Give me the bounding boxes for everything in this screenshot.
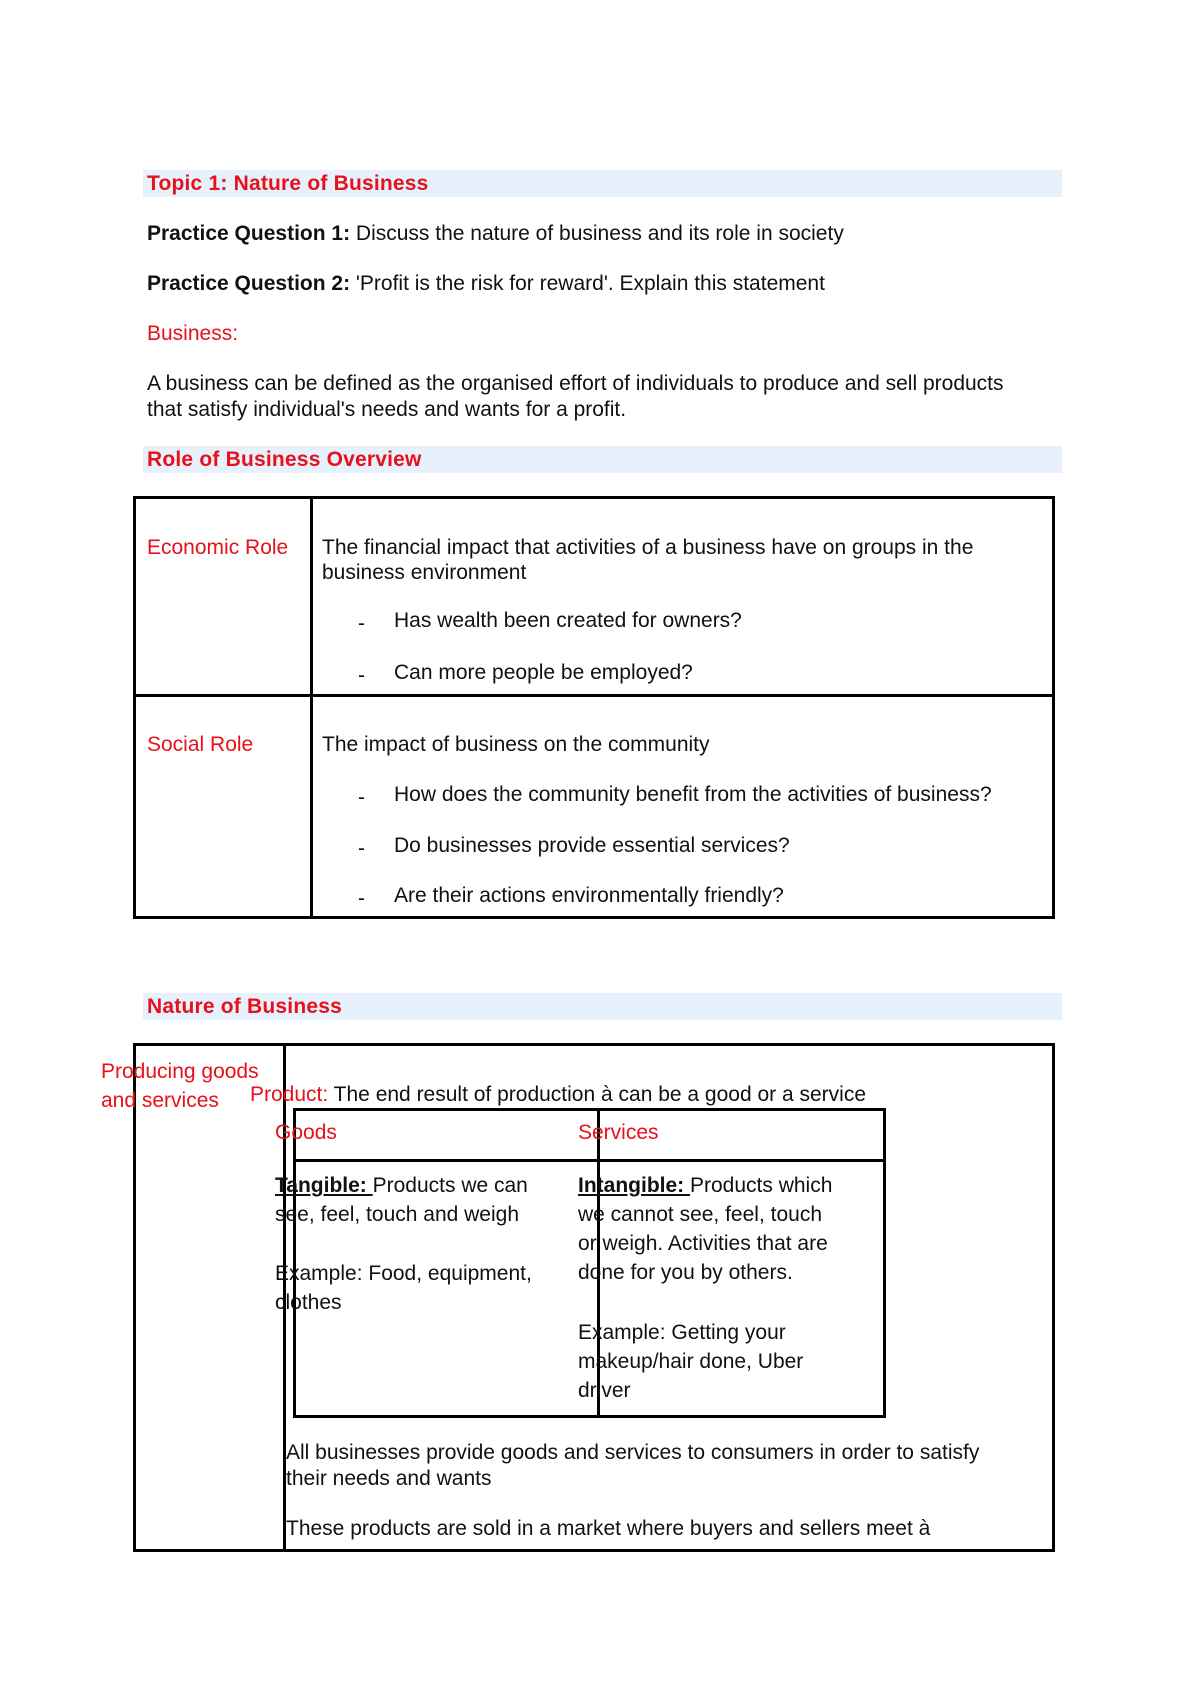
role-table-column-divider (310, 496, 313, 919)
services-line-1 (578, 1173, 832, 1199)
business-label: Business: (147, 322, 239, 345)
economic-role-desc-2: business environment (322, 561, 527, 584)
social-role-desc-1: The impact of business on the community (322, 733, 710, 756)
all-businesses-line-2: their needs and wants (286, 1467, 492, 1490)
social-role-label: Social Role (147, 733, 254, 756)
social-bullet-1: How does the community benefit from the activities of business? (394, 783, 992, 806)
topic-heading: Topic 1: Nature of Business (147, 172, 429, 195)
social-bullet-3: Are their actions environmentally friendly? (394, 884, 784, 907)
bullet-dash: - (358, 837, 365, 860)
goods-line-5: clothes (275, 1291, 342, 1314)
goods-services-header-divider (293, 1159, 886, 1162)
economic-role-label: Economic Role (147, 536, 289, 559)
economic-role-desc-1: The financial impact that activities of a business have on groups in the (322, 536, 974, 559)
producing-label-line-1: Producing goods (101, 1060, 259, 1083)
services-line-7: makeup/hair done, Uber (578, 1350, 804, 1373)
pq1-label: Practice Question 1: (147, 222, 351, 245)
economic-bullet-2: Can more people be employed? (394, 661, 693, 684)
services-term: Intangible: (578, 1174, 690, 1197)
product-line (250, 1082, 866, 1108)
producing-label-line-2: and services (101, 1089, 219, 1112)
social-bullet-2: Do businesses provide essential services? (394, 834, 790, 857)
goods-term: Tangible: (275, 1174, 373, 1197)
goods-line-1 (275, 1173, 528, 1199)
pq2-text: 'Profit is the risk for reward'. Explain this statement (350, 272, 825, 295)
practice-question-2 (147, 271, 825, 297)
goods-text-1: Products we can (372, 1174, 528, 1197)
role-heading: Role of Business Overview (147, 448, 422, 471)
role-table-row-divider (133, 694, 1055, 697)
pq2-label: Practice Question 2: (147, 272, 351, 295)
bullet-dash: - (358, 612, 365, 635)
services-header: Services (578, 1121, 659, 1144)
bullet-dash: - (358, 887, 365, 910)
bullet-dash: - (358, 786, 365, 809)
pq1-text: Discuss the nature of business and its role in society (350, 222, 844, 245)
services-line-6: Example: Getting your (578, 1321, 786, 1344)
product-text: The end result of production à can be a good or a service (328, 1083, 867, 1106)
business-definition-line-2: that satisfy individual's needs and wants for a profit. (147, 398, 627, 421)
goods-line-4: Example: Food, equipment, (275, 1262, 532, 1285)
services-line-8: driver (578, 1379, 631, 1402)
business-definition-line-1: A business can be defined as the organised effort of individuals to produce and sell products (147, 372, 1004, 395)
all-businesses-line-1: All businesses provide goods and services to consumers in order to satisfy (286, 1441, 980, 1464)
practice-question-1 (147, 221, 844, 247)
goods-header: Goods (275, 1121, 337, 1144)
bullet-dash: - (358, 664, 365, 687)
services-text-1: Products which (690, 1174, 833, 1197)
goods-line-2: see, feel, touch and weigh (275, 1203, 520, 1226)
services-line-3: or weigh. Activities that are (578, 1232, 828, 1255)
services-line-2: we cannot see, feel, touch (578, 1203, 822, 1226)
services-line-4: done for you by others. (578, 1261, 793, 1284)
market-text: These products are sold in a market where buyers and sellers meet à (286, 1517, 931, 1540)
product-label: Product: (250, 1083, 329, 1106)
nature-heading: Nature of Business (147, 995, 342, 1018)
economic-bullet-1: Has wealth been created for owners? (394, 609, 742, 632)
